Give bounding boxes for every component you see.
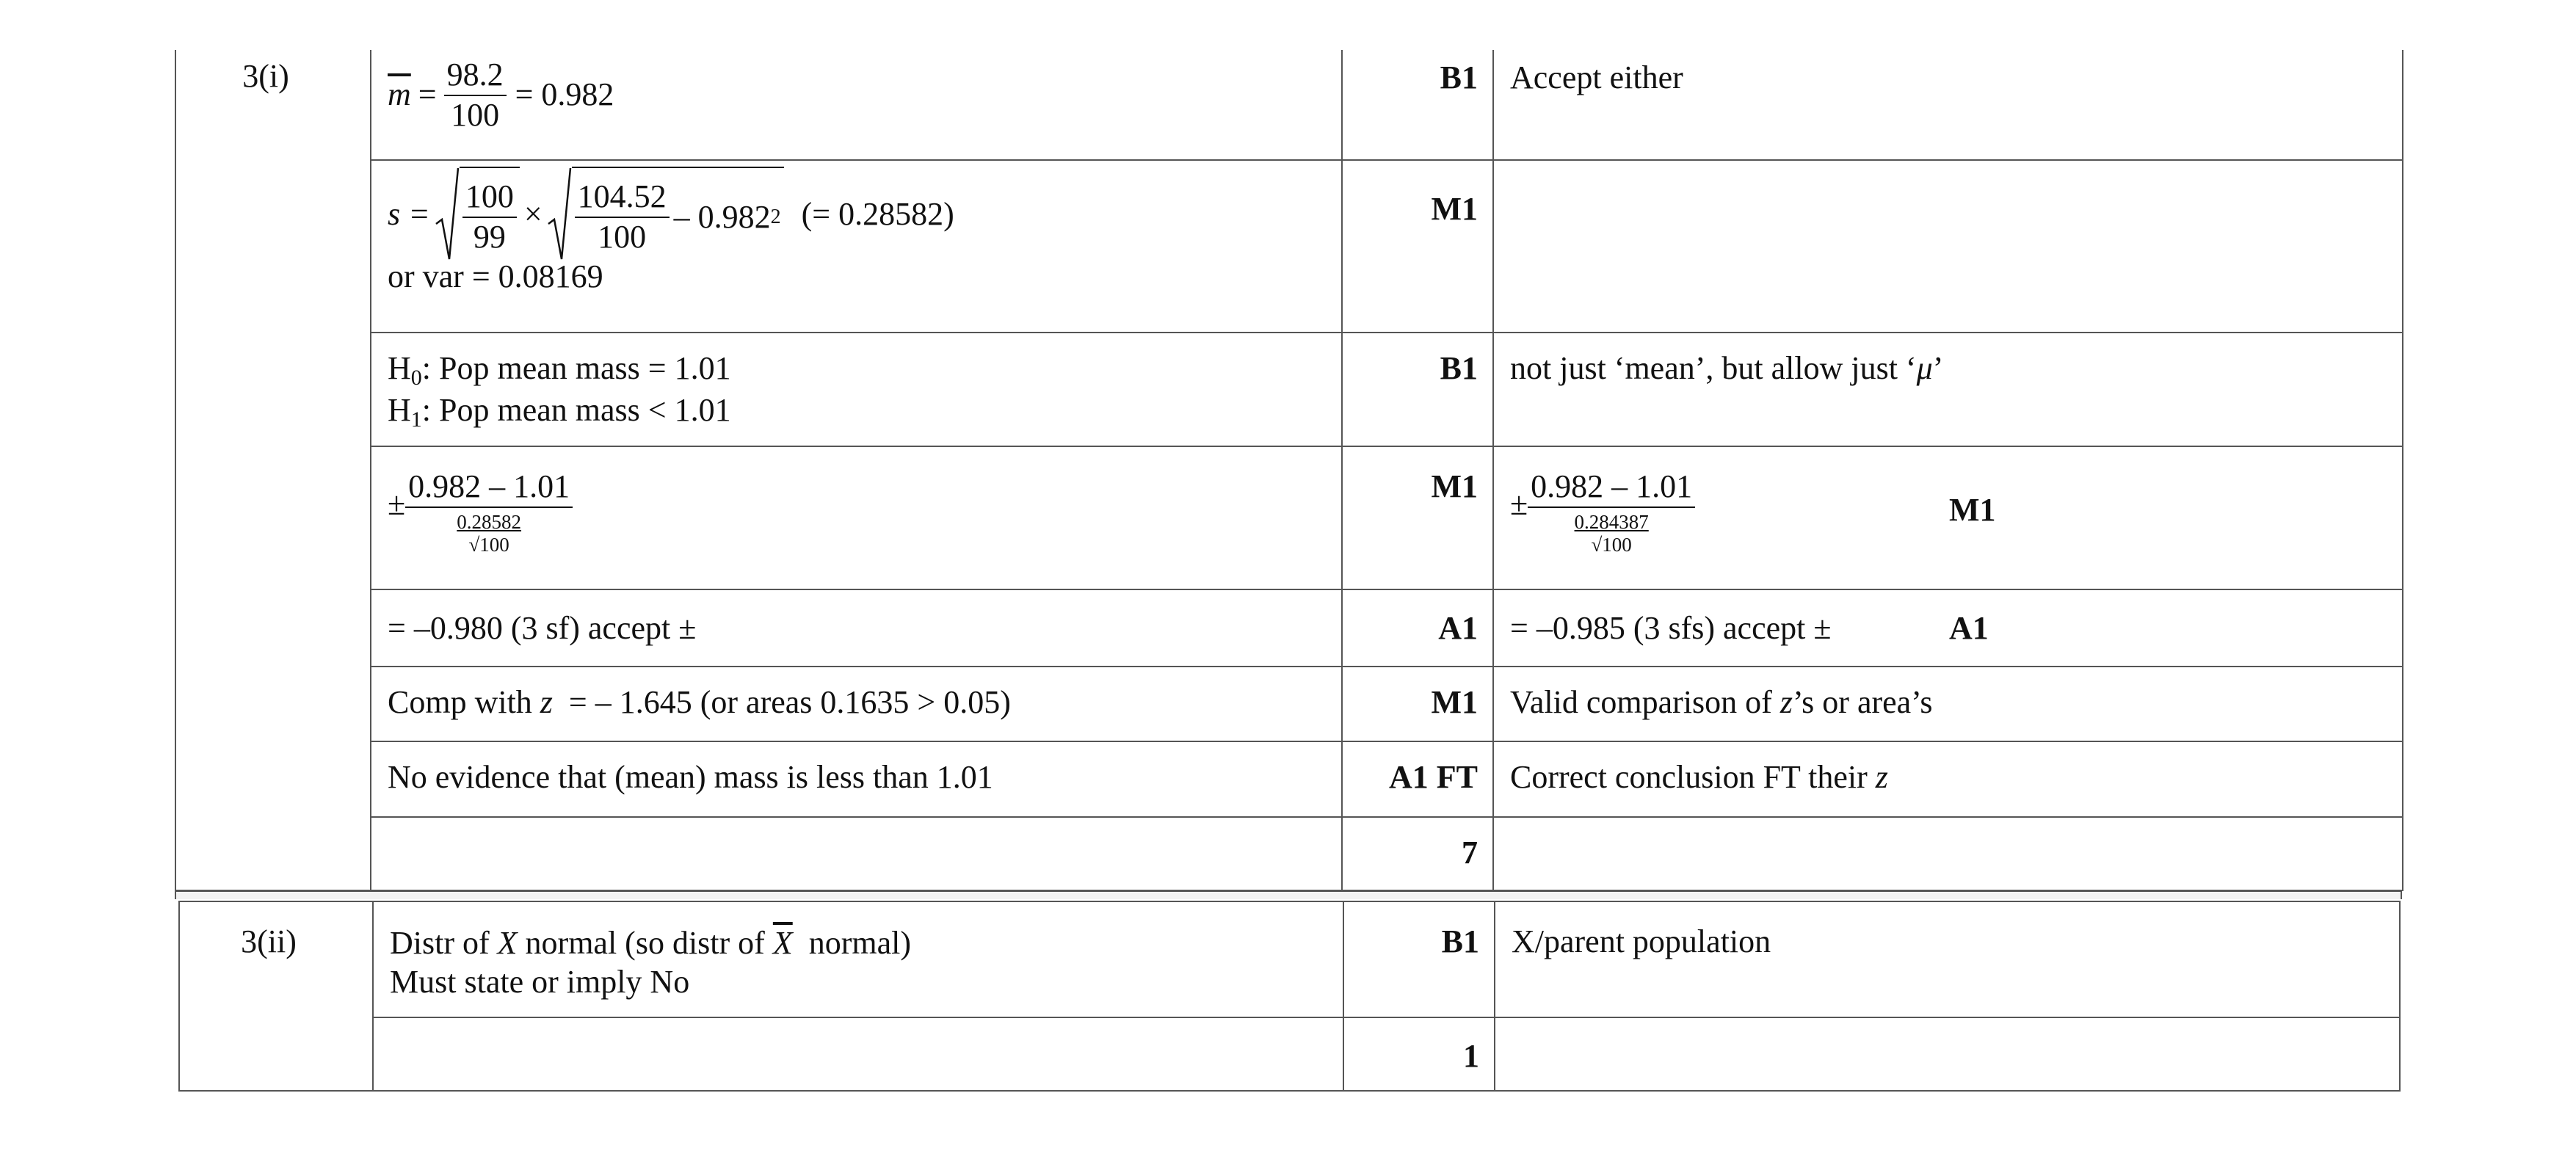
work-line-2: Must state or imply No	[390, 963, 690, 1000]
root-n-small: √100	[1591, 533, 1632, 556]
radical-sign-icon	[547, 167, 572, 262]
fraction-denominator: 100	[444, 95, 507, 135]
table-row	[175, 741, 2403, 817]
work-text: Comp with	[388, 684, 540, 720]
work-text: = – 1.645 (or areas 0.1635 > 0.05)	[552, 684, 1011, 720]
working-cell	[371, 667, 1342, 741]
mean-result: = 0.982	[515, 76, 614, 113]
question-label: 3(i)	[242, 58, 289, 94]
sqrt-expression-1	[435, 167, 520, 262]
z-variable: z	[1875, 759, 1888, 795]
mean-fraction	[444, 56, 507, 135]
mark-scheme-table-3ii	[178, 901, 2401, 1092]
mark-cell: B1	[1343, 901, 1495, 1017]
fraction-numerator: 0.982 – 1.01	[1531, 468, 1693, 504]
sd-value-small: 0.284387	[1574, 510, 1649, 533]
alternative-hypothesis: $H_1$: Pop mean mass < 1.01	[388, 392, 731, 432]
work-line-1: Distr of X normal (so distr of $\overline{X}$ normal)	[390, 925, 912, 961]
fraction-numerator: 104.52	[577, 178, 667, 215]
table-row	[175, 50, 2403, 160]
plus-minus-sign: ±	[1510, 486, 1528, 523]
mark-cell: M1	[1342, 160, 1493, 333]
fraction-numerator: 0.982 – 1.01	[408, 468, 570, 504]
inline-mark: M1	[1949, 492, 1996, 528]
table-row	[175, 589, 2403, 667]
comment-cell	[1493, 333, 2403, 446]
comment-text: not just ‘mean’, but allow just ‘	[1510, 350, 1917, 386]
table-row	[179, 901, 2400, 1017]
working-cell	[371, 160, 1342, 333]
comment-cell	[1493, 160, 2403, 333]
total-mark-cell: 1	[1343, 1017, 1495, 1091]
comment-close-quote: ’	[1932, 350, 1944, 386]
comment-text: ’s or area’s	[1792, 684, 1933, 720]
mark-cell: B1	[1342, 50, 1493, 160]
alt-test-statistic-fraction	[1528, 468, 1695, 556]
working-cell	[371, 333, 1342, 446]
working-cell: No evidence that (mean) mass is less than 1.01	[371, 741, 1342, 817]
comment-cell	[1493, 817, 2403, 890]
comment-cell	[1493, 589, 2403, 667]
comment-cell: Accept either	[1493, 50, 2403, 160]
mark-cell: M1	[1342, 667, 1493, 741]
working-cell	[371, 817, 1342, 890]
comment-cell	[1493, 667, 2403, 741]
plus-minus-sign: ±	[388, 486, 406, 523]
root-n-small: √100	[468, 533, 509, 556]
comment-cell	[1493, 446, 2403, 589]
working-cell	[373, 1017, 1343, 1091]
table-separator	[175, 890, 2402, 899]
table-row	[179, 1017, 2400, 1091]
comment-text: = –0.985 (3 sfs) accept ±	[1510, 610, 1832, 646]
question-label: 3(ii)	[241, 923, 297, 959]
test-statistic-fraction	[405, 468, 573, 556]
comment-cell	[1493, 741, 2403, 817]
z-variable: z	[540, 684, 553, 720]
mark-cell: B1	[1342, 333, 1493, 446]
z-variable: z	[1779, 684, 1793, 720]
fraction-numerator: 100	[465, 178, 514, 215]
fraction-denominator: 100	[575, 217, 670, 257]
sd-value: (= 0.28582)	[801, 195, 954, 232]
table-row	[175, 817, 2403, 890]
sqrt-expression-2	[547, 167, 784, 262]
fraction-denominator: 99	[462, 217, 517, 257]
table-row	[175, 446, 2403, 589]
sample-mean-symbol: $\overline{m}$	[388, 76, 411, 113]
comment-cell: X/parent population	[1495, 901, 2400, 1017]
exponent: 2	[770, 206, 781, 229]
null-hypothesis: $H_0$: Pop mean mass = 1.01	[388, 350, 731, 390]
table-row	[175, 667, 2403, 741]
radical-sign-icon	[435, 167, 460, 262]
total-mark-cell: 7	[1342, 817, 1493, 890]
working-cell	[371, 50, 1342, 160]
fraction-numerator: 98.2	[446, 57, 504, 92]
comment-cell	[1495, 1017, 2400, 1091]
working-cell: = –0.980 (3 sf) accept ±	[371, 589, 1342, 667]
mu-symbol: μ	[1916, 350, 1933, 386]
equals-sign: =	[418, 76, 437, 113]
mark-cell: A1	[1342, 589, 1493, 667]
comment-text: Correct conclusion FT their	[1510, 759, 1876, 795]
sd-value-small: 0.28582	[457, 510, 522, 533]
mark-scheme-table-3i	[175, 50, 2403, 891]
mark-cell: M1	[1342, 446, 1493, 589]
working-cell	[371, 446, 1342, 589]
comment-text: Valid comparison of	[1510, 684, 1780, 720]
mark-cell: A1 FT	[1342, 741, 1493, 817]
table-row	[175, 160, 2403, 333]
times-sign: ×	[523, 195, 543, 232]
minus-term: – 0.982	[673, 198, 771, 235]
variance-alternative: or var = 0.08169	[388, 258, 603, 294]
s-equals: s =	[388, 195, 430, 232]
question-cell	[175, 50, 371, 890]
question-cell	[179, 901, 373, 1091]
working-cell	[373, 901, 1343, 1017]
table-row	[175, 333, 2403, 446]
inline-mark: A1	[1949, 610, 1989, 646]
